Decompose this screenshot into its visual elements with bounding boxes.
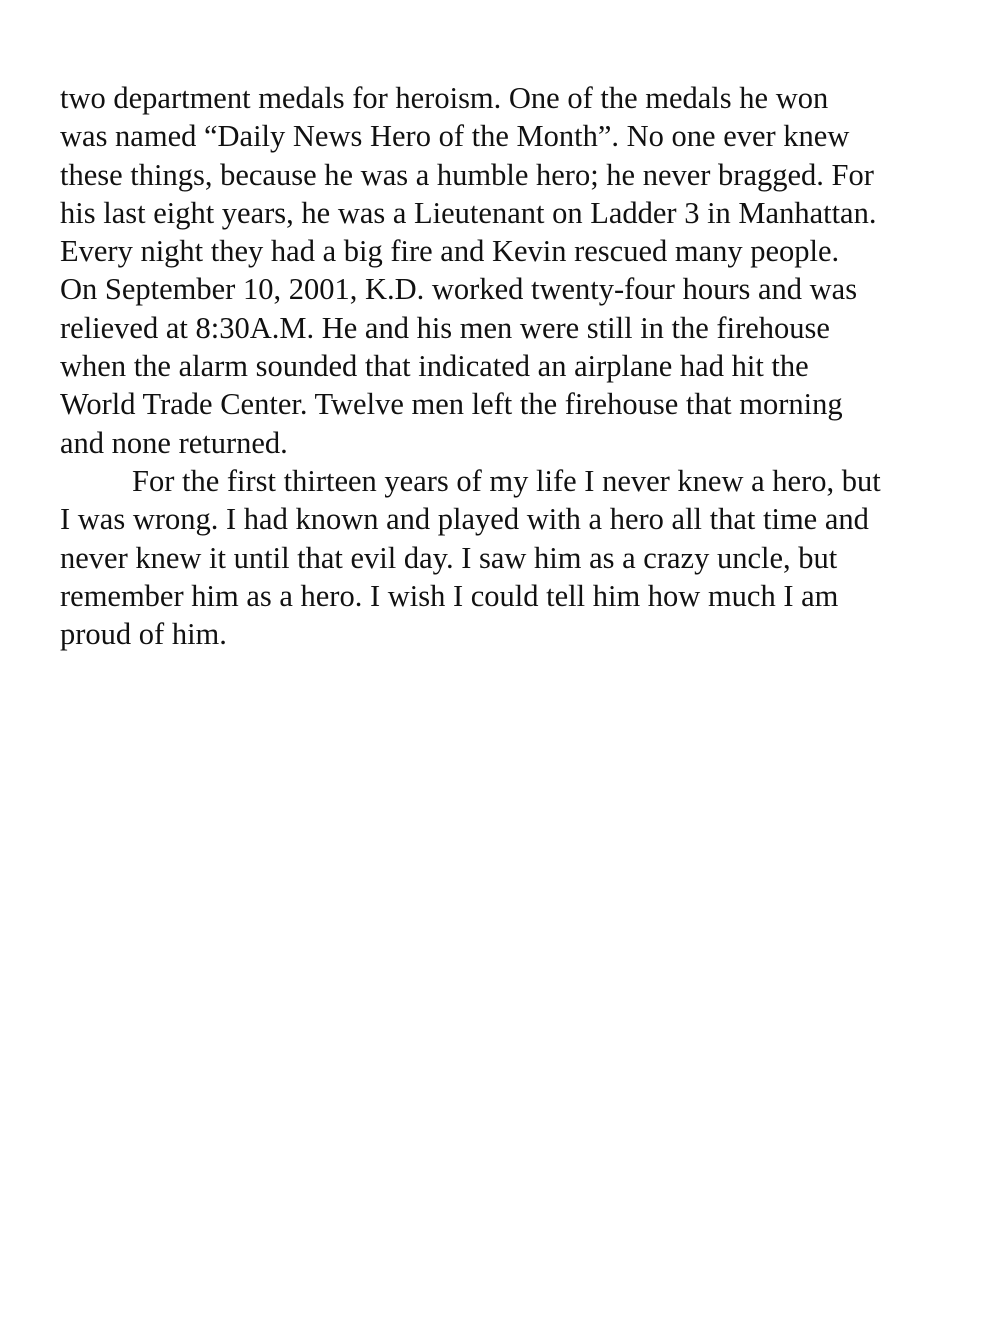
text-line: two department medals for heroism. One of the medals he won <box>60 81 829 115</box>
text-line: Every night they had a big fire and Kevin rescued many people. <box>60 234 840 269</box>
text-line: proud of him. <box>60 617 227 652</box>
text-line: never knew it until that evil day. I saw him as a crazy uncle, but <box>60 540 838 575</box>
text-line: remember him as a hero. I wish I could tell him how much I am <box>60 578 839 613</box>
text-line: was named “Daily News Hero of the Month”. No one ever knew <box>60 119 850 154</box>
text-line: For the first thirteen years of my life I never knew a hero, but <box>132 463 881 498</box>
paragraph-2 <box>60 462 960 653</box>
text-line: and none returned. <box>60 425 288 460</box>
text-line: his last eight years, he was a Lieutenant on Ladder 3 in Manhattan. <box>60 195 877 230</box>
body-text <box>60 79 960 653</box>
text-line: I was wrong. I had known and played with a hero all that time and <box>60 502 869 537</box>
text-line: when the alarm sounded that indicated an airplane had hit the <box>60 349 809 384</box>
paragraph-1 <box>60 79 960 462</box>
text-line: these things, because he was a humble hero; he never bragged. For <box>60 157 874 192</box>
text-line: On September 10, 2001, K.D. worked twenty-four hours and was <box>60 272 858 307</box>
text-line: relieved at 8:30A.M. He and his men were still in the firehouse <box>60 310 830 345</box>
text-line: World Trade Center. Twelve men left the firehouse that morning <box>60 387 843 422</box>
